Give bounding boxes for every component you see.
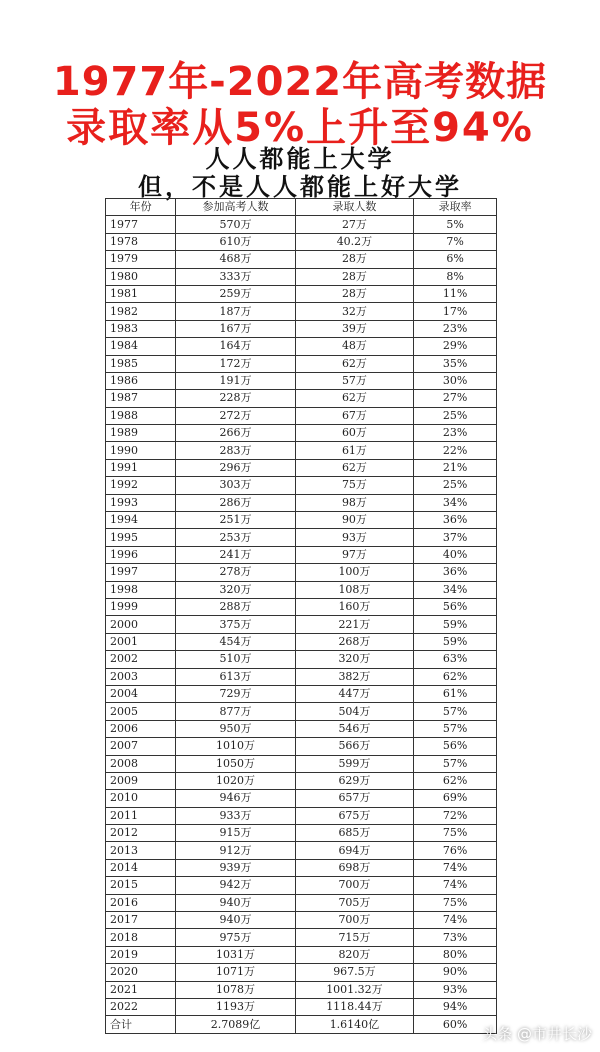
table-row (106, 233, 497, 250)
table-row (106, 216, 497, 233)
cell-applicants: 975万 (176, 929, 296, 946)
cell-year: 1982 (106, 303, 176, 320)
table-body (106, 216, 497, 1033)
table-row (106, 564, 497, 581)
cell-admitted: 546万 (295, 720, 413, 737)
cell-admitted: 1001.32万 (295, 981, 413, 998)
cell-year: 2003 (106, 668, 176, 685)
cell-year: 2005 (106, 703, 176, 720)
cell-rate: 11% (414, 285, 497, 302)
cell-applicants: 320万 (176, 581, 296, 598)
cell-applicants: 303万 (176, 477, 296, 494)
table-row (106, 929, 497, 946)
cell-admitted: 90万 (295, 512, 413, 529)
table-row (106, 407, 497, 424)
table-row (106, 303, 497, 320)
cell-applicants: 1071万 (176, 964, 296, 981)
cell-admitted: 221万 (295, 616, 413, 633)
cell-rate: 94% (414, 998, 497, 1015)
cell-admitted: 60万 (295, 425, 413, 442)
table-row (106, 720, 497, 737)
cell-year: 2010 (106, 790, 176, 807)
table-row (106, 581, 497, 598)
cell-year: 2014 (106, 859, 176, 876)
cell-admitted: 160万 (295, 598, 413, 615)
cell-rate: 21% (414, 459, 497, 476)
header-year: 年份 (106, 199, 176, 216)
cell-rate: 69% (414, 790, 497, 807)
cell-admitted: 504万 (295, 703, 413, 720)
cell-applicants: 454万 (176, 633, 296, 650)
cell-rate: 57% (414, 703, 497, 720)
cell-applicants: 1020万 (176, 772, 296, 789)
cell-rate: 62% (414, 772, 497, 789)
cell-rate: 5% (414, 216, 497, 233)
cell-year: 1996 (106, 546, 176, 563)
cell-applicants: 191万 (176, 372, 296, 389)
cell-year: 2000 (106, 616, 176, 633)
cell-rate: 22% (414, 442, 497, 459)
cell-year: 1990 (106, 442, 176, 459)
cell-applicants: 172万 (176, 355, 296, 372)
cell-applicants: 933万 (176, 807, 296, 824)
cell-applicants: 729万 (176, 685, 296, 702)
cell-admitted: 382万 (295, 668, 413, 685)
cell-year: 1997 (106, 564, 176, 581)
table-row (106, 268, 497, 285)
cell-rate: 25% (414, 477, 497, 494)
cell-admitted: 39万 (295, 320, 413, 337)
table-row (106, 251, 497, 268)
cell-rate: 56% (414, 738, 497, 755)
header-rate: 录取率 (414, 199, 497, 216)
table-row (106, 894, 497, 911)
cell-year: 2002 (106, 651, 176, 668)
cell-year: 1978 (106, 233, 176, 250)
cell-applicants: 187万 (176, 303, 296, 320)
cell-admitted: 657万 (295, 790, 413, 807)
table-row (106, 859, 497, 876)
cell-year: 1992 (106, 477, 176, 494)
table-row (106, 390, 497, 407)
table-row (106, 981, 497, 998)
cell-rate: 17% (414, 303, 497, 320)
cell-applicants: 241万 (176, 546, 296, 563)
table-row (106, 807, 497, 824)
cell-applicants: 266万 (176, 425, 296, 442)
table-row (106, 355, 497, 372)
cell-applicants: 1031万 (176, 946, 296, 963)
cell-applicants: 253万 (176, 529, 296, 546)
cell-year: 1981 (106, 285, 176, 302)
cell-admitted: 98万 (295, 494, 413, 511)
cell-admitted: 694万 (295, 842, 413, 859)
table-row (106, 512, 497, 529)
cell-year: 1977 (106, 216, 176, 233)
cell-applicants: 2.7089亿 (176, 1016, 296, 1033)
cell-rate: 34% (414, 581, 497, 598)
cell-rate: 61% (414, 685, 497, 702)
table-row (106, 320, 497, 337)
cell-applicants: 946万 (176, 790, 296, 807)
cell-applicants: 877万 (176, 703, 296, 720)
cell-admitted: 48万 (295, 338, 413, 355)
cell-rate: 7% (414, 233, 497, 250)
cell-year: 1989 (106, 425, 176, 442)
table-row (106, 546, 497, 563)
table-row (106, 1016, 497, 1033)
cell-year: 2001 (106, 633, 176, 650)
main-title-line-2: 录取率从5%上升至94% (66, 105, 534, 151)
cell-applicants: 333万 (176, 268, 296, 285)
cell-admitted: 268万 (295, 633, 413, 650)
cell-rate: 57% (414, 720, 497, 737)
table-row (106, 998, 497, 1015)
cell-applicants: 940万 (176, 894, 296, 911)
cell-year: 1995 (106, 529, 176, 546)
cell-year: 2011 (106, 807, 176, 824)
cell-rate: 25% (414, 407, 497, 424)
cell-admitted: 57万 (295, 372, 413, 389)
cell-applicants: 468万 (176, 251, 296, 268)
cell-year: 2015 (106, 877, 176, 894)
cell-rate: 74% (414, 859, 497, 876)
cell-applicants: 939万 (176, 859, 296, 876)
cell-applicants: 1050万 (176, 755, 296, 772)
cell-applicants: 1193万 (176, 998, 296, 1015)
cell-rate: 6% (414, 251, 497, 268)
cell-year: 2008 (106, 755, 176, 772)
table-row (106, 372, 497, 389)
cell-admitted: 67万 (295, 407, 413, 424)
cell-applicants: 283万 (176, 442, 296, 459)
cell-year: 合计 (106, 1016, 176, 1033)
main-title-line-1: 1977年-2022年高考数据 (52, 59, 548, 105)
header-applicants: 参加高考人数 (176, 199, 296, 216)
cell-year: 2021 (106, 981, 176, 998)
cell-applicants: 940万 (176, 912, 296, 929)
cell-rate: 72% (414, 807, 497, 824)
table-row (106, 529, 497, 546)
cell-admitted: 599万 (295, 755, 413, 772)
cell-rate: 36% (414, 512, 497, 529)
cell-applicants: 610万 (176, 233, 296, 250)
cell-admitted: 62万 (295, 390, 413, 407)
cell-admitted: 698万 (295, 859, 413, 876)
cell-rate: 8% (414, 268, 497, 285)
cell-year: 2009 (106, 772, 176, 789)
table-row (106, 964, 497, 981)
cell-admitted: 28万 (295, 285, 413, 302)
cell-year: 1983 (106, 320, 176, 337)
table-row (106, 703, 497, 720)
cell-year: 1994 (106, 512, 176, 529)
cell-year: 1991 (106, 459, 176, 476)
admission-data-table (105, 198, 497, 1034)
cell-year: 1986 (106, 372, 176, 389)
cell-applicants: 251万 (176, 512, 296, 529)
cell-admitted: 685万 (295, 825, 413, 842)
cell-applicants: 164万 (176, 338, 296, 355)
cell-applicants: 570万 (176, 216, 296, 233)
cell-rate: 90% (414, 964, 497, 981)
cell-admitted: 700万 (295, 912, 413, 929)
cell-applicants: 278万 (176, 564, 296, 581)
cell-year: 1985 (106, 355, 176, 372)
cell-rate: 75% (414, 894, 497, 911)
cell-admitted: 108万 (295, 581, 413, 598)
cell-rate: 59% (414, 633, 497, 650)
cell-applicants: 272万 (176, 407, 296, 424)
header-admitted: 录取人数 (295, 199, 413, 216)
cell-rate: 75% (414, 825, 497, 842)
table-row (106, 668, 497, 685)
cell-rate: 74% (414, 877, 497, 894)
cell-rate: 23% (414, 425, 497, 442)
table-row (106, 825, 497, 842)
cell-admitted: 62万 (295, 355, 413, 372)
cell-admitted: 40.2万 (295, 233, 413, 250)
table-header-row (106, 199, 497, 216)
table-row (106, 459, 497, 476)
cell-year: 1980 (106, 268, 176, 285)
cell-year: 2019 (106, 946, 176, 963)
table-row (106, 877, 497, 894)
table-row (106, 425, 497, 442)
cell-admitted: 75万 (295, 477, 413, 494)
cell-year: 2007 (106, 738, 176, 755)
cell-applicants: 1010万 (176, 738, 296, 755)
cell-applicants: 915万 (176, 825, 296, 842)
cell-applicants: 942万 (176, 877, 296, 894)
table-row (106, 912, 497, 929)
cell-admitted: 100万 (295, 564, 413, 581)
cell-applicants: 228万 (176, 390, 296, 407)
cell-year: 1988 (106, 407, 176, 424)
cell-admitted: 675万 (295, 807, 413, 824)
cell-admitted: 820万 (295, 946, 413, 963)
subtitle-line-1: 人人都能上大学 (205, 145, 395, 173)
table-row (106, 755, 497, 772)
cell-rate: 37% (414, 529, 497, 546)
cell-applicants: 1078万 (176, 981, 296, 998)
cell-applicants: 912万 (176, 842, 296, 859)
cell-year: 1998 (106, 581, 176, 598)
cell-applicants: 296万 (176, 459, 296, 476)
cell-rate: 36% (414, 564, 497, 581)
cell-admitted: 61万 (295, 442, 413, 459)
cell-year: 2012 (106, 825, 176, 842)
table-row (106, 946, 497, 963)
cell-admitted: 93万 (295, 529, 413, 546)
table-row (106, 477, 497, 494)
cell-rate: 59% (414, 616, 497, 633)
cell-applicants: 259万 (176, 285, 296, 302)
cell-year: 2006 (106, 720, 176, 737)
cell-year: 2013 (106, 842, 176, 859)
cell-rate: 35% (414, 355, 497, 372)
cell-year: 1979 (106, 251, 176, 268)
cell-rate: 80% (414, 946, 497, 963)
cell-rate: 23% (414, 320, 497, 337)
table-row (106, 442, 497, 459)
cell-rate: 30% (414, 372, 497, 389)
cell-rate: 57% (414, 755, 497, 772)
subtitle-line-2: 但，不是人人都能上好大学 (138, 173, 462, 201)
table-row (106, 285, 497, 302)
cell-admitted: 1.6140亿 (295, 1016, 413, 1033)
cell-applicants: 613万 (176, 668, 296, 685)
cell-applicants: 375万 (176, 616, 296, 633)
cell-admitted: 28万 (295, 268, 413, 285)
cell-applicants: 950万 (176, 720, 296, 737)
watermark: 头条 @市井长沙 (482, 1025, 592, 1043)
cell-year: 2017 (106, 912, 176, 929)
cell-year: 1984 (106, 338, 176, 355)
cell-admitted: 700万 (295, 877, 413, 894)
cell-year: 2018 (106, 929, 176, 946)
table-row (106, 772, 497, 789)
cell-year: 2004 (106, 685, 176, 702)
table-row (106, 633, 497, 650)
cell-rate: 27% (414, 390, 497, 407)
table-row (106, 494, 497, 511)
cell-rate: 40% (414, 546, 497, 563)
cell-rate: 74% (414, 912, 497, 929)
cell-rate: 34% (414, 494, 497, 511)
cell-year: 1987 (106, 390, 176, 407)
cell-admitted: 97万 (295, 546, 413, 563)
table-row (106, 598, 497, 615)
cell-rate: 76% (414, 842, 497, 859)
cell-admitted: 967.5万 (295, 964, 413, 981)
cell-admitted: 28万 (295, 251, 413, 268)
table-row (106, 790, 497, 807)
cell-rate: 56% (414, 598, 497, 615)
cell-applicants: 167万 (176, 320, 296, 337)
cell-year: 2020 (106, 964, 176, 981)
cell-rate: 73% (414, 929, 497, 946)
table-row (106, 685, 497, 702)
cell-rate: 62% (414, 668, 497, 685)
table-row (106, 338, 497, 355)
cell-admitted: 566万 (295, 738, 413, 755)
table-row (106, 616, 497, 633)
cell-admitted: 62万 (295, 459, 413, 476)
cell-admitted: 447万 (295, 685, 413, 702)
cell-rate: 93% (414, 981, 497, 998)
cell-rate: 60% (414, 1016, 497, 1033)
cell-rate: 29% (414, 338, 497, 355)
table-row (106, 651, 497, 668)
cell-rate: 63% (414, 651, 497, 668)
cell-admitted: 1118.44万 (295, 998, 413, 1015)
cell-year: 1999 (106, 598, 176, 615)
cell-applicants: 510万 (176, 651, 296, 668)
cell-year: 1993 (106, 494, 176, 511)
table-row (106, 842, 497, 859)
cell-applicants: 288万 (176, 598, 296, 615)
cell-applicants: 286万 (176, 494, 296, 511)
cell-admitted: 715万 (295, 929, 413, 946)
cell-admitted: 32万 (295, 303, 413, 320)
cell-year: 2022 (106, 998, 176, 1015)
table-row (106, 738, 497, 755)
cell-admitted: 320万 (295, 651, 413, 668)
cell-admitted: 27万 (295, 216, 413, 233)
cell-year: 2016 (106, 894, 176, 911)
cell-admitted: 629万 (295, 772, 413, 789)
cell-admitted: 705万 (295, 894, 413, 911)
